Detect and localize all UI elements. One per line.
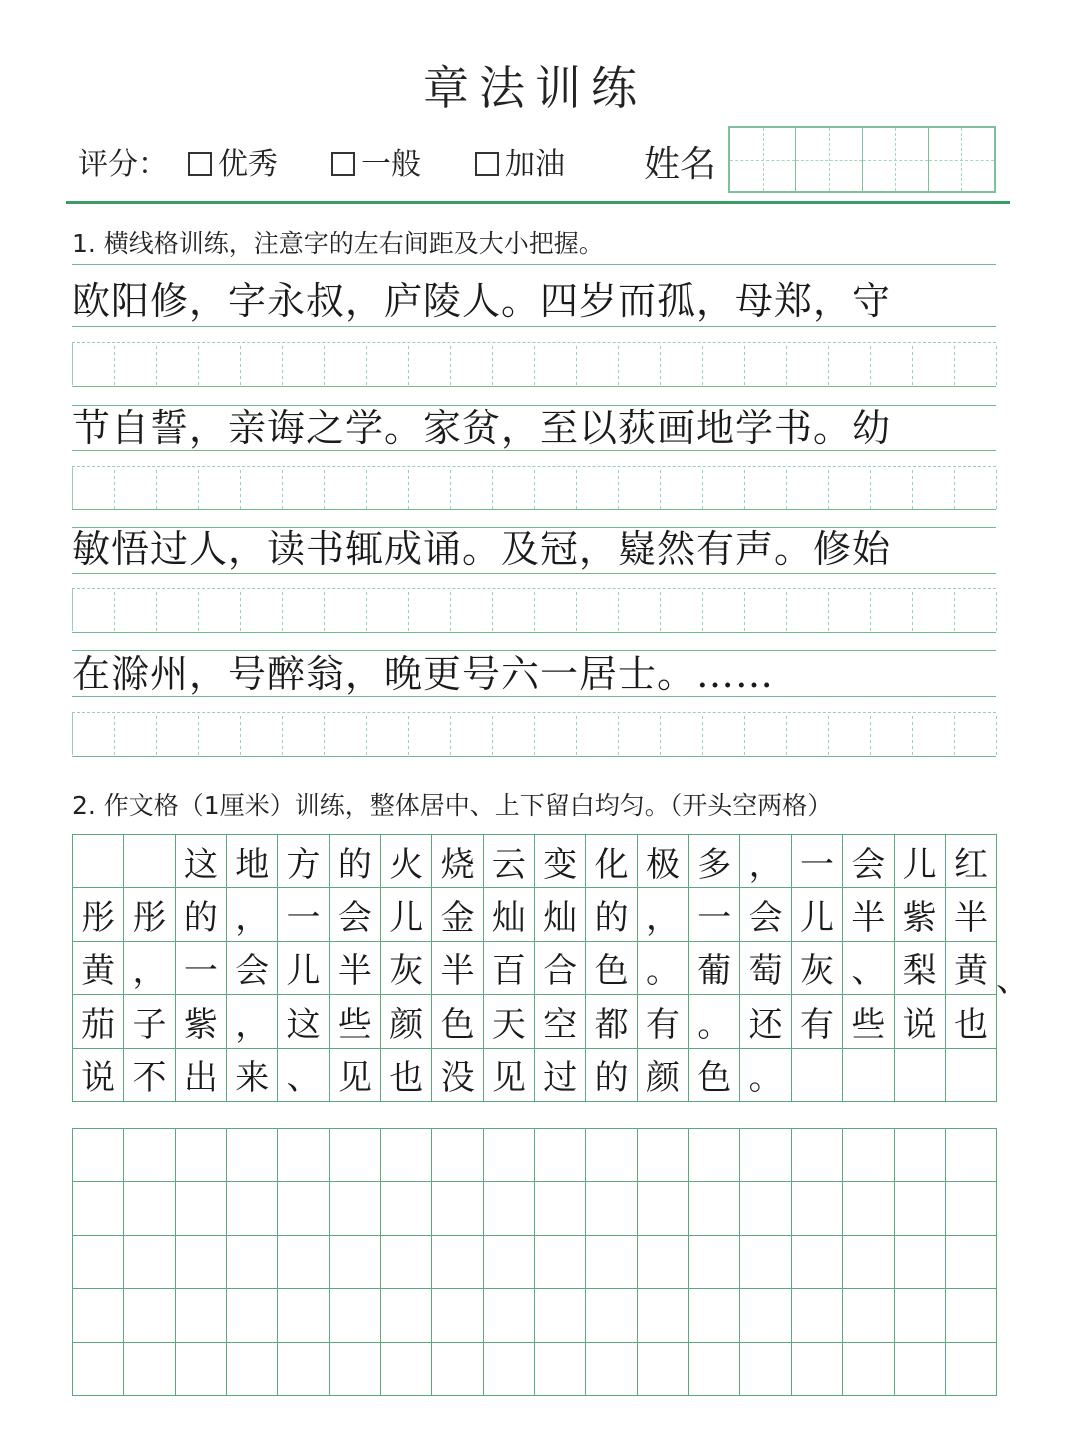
grid-cell[interactable]: 天 [483, 995, 534, 1048]
grid-cell[interactable]: 半 [432, 941, 483, 994]
grid-cell[interactable]: 色 [689, 1048, 740, 1101]
blank-grid-cell[interactable] [945, 1182, 996, 1235]
grid-row [73, 1289, 997, 1342]
section2-heading: 2. 作文格（1厘米）训练，整体居中、上下留白均匀。（开头空两格） [72, 791, 833, 820]
blank-grid-cell[interactable] [329, 1342, 380, 1395]
blank-grid-cell[interactable] [791, 1289, 842, 1342]
blank-grid-cell[interactable] [740, 1182, 791, 1235]
blank-grid-cell[interactable] [278, 1235, 329, 1288]
grid-cell[interactable]: 的 [175, 888, 226, 941]
grid-cell[interactable]: 紫 [894, 888, 945, 941]
grid-cell[interactable]: 见 [483, 1048, 534, 1101]
grid-cell[interactable]: 儿 [894, 835, 945, 888]
grid-cell[interactable]: 极 [637, 835, 688, 888]
blank-grid-cell[interactable] [843, 1342, 894, 1395]
grid-cell[interactable]: 梨 [894, 941, 945, 994]
blank-grid-cell[interactable] [586, 1342, 637, 1395]
grid-cell[interactable]: 还 [740, 995, 791, 1048]
blank-grid-cell[interactable] [175, 1182, 226, 1235]
grid-cell[interactable]: 萄 [740, 941, 791, 994]
grid-cell[interactable]: 黄 [945, 941, 996, 994]
grid-cell[interactable]: 也 [381, 1048, 432, 1101]
blank-grid-cell[interactable] [535, 1342, 586, 1395]
blank-grid-cell[interactable] [329, 1129, 380, 1182]
blank-grid-cell[interactable] [689, 1289, 740, 1342]
blank-grid-cell[interactable] [894, 1235, 945, 1288]
blank-grid-cell[interactable] [740, 1235, 791, 1288]
blank-grid-cell[interactable] [894, 1342, 945, 1395]
blank-grid-cell[interactable] [381, 1342, 432, 1395]
checkbox-excellent[interactable] [188, 152, 212, 176]
grid-cell[interactable]: 火 [381, 835, 432, 888]
blank-grid-cell[interactable] [689, 1182, 740, 1235]
grid-cell[interactable]: 儿 [381, 888, 432, 941]
grid-row [73, 1342, 997, 1395]
blank-grid-cell[interactable] [791, 1342, 842, 1395]
grid-cell[interactable]: 说 [73, 1048, 124, 1101]
grid-cell[interactable]: 这 [175, 835, 226, 888]
grid-cell[interactable]: 色 [432, 995, 483, 1048]
blank-grid-cell[interactable] [791, 1182, 842, 1235]
blank-grid-cell[interactable] [227, 1129, 278, 1182]
grid-cell[interactable]: 地 [227, 835, 278, 888]
grid-row [73, 888, 997, 941]
blank-grid-cell[interactable] [740, 1289, 791, 1342]
grid-cell[interactable]: ， [637, 888, 688, 941]
blank-grid-cell[interactable] [689, 1235, 740, 1288]
blank-grid-cell[interactable] [894, 1182, 945, 1235]
grid-row [73, 1048, 997, 1101]
blank-grid-cell[interactable] [689, 1342, 740, 1395]
blank-grid-cell[interactable] [278, 1289, 329, 1342]
blank-grid-cell[interactable] [381, 1182, 432, 1235]
grid-cell[interactable]: 灰 [791, 941, 842, 994]
blank-grid-cell[interactable] [73, 1235, 124, 1288]
horizontal-line-practice [72, 262, 996, 762]
grid-cell[interactable]: 合 [535, 941, 586, 994]
grid-cell[interactable]: 。 [689, 995, 740, 1048]
blank-grid-cell[interactable] [432, 1289, 483, 1342]
blank-grid-cell[interactable] [843, 1235, 894, 1288]
blank-grid-cell[interactable] [381, 1235, 432, 1288]
practice-text-line: 敏悟过人，读书辄成诵。及冠，嶷然有声。修始 [72, 527, 892, 571]
guide-line [72, 450, 996, 451]
blank-grid-cell[interactable] [945, 1342, 996, 1395]
grid-cell[interactable]: 的 [586, 1048, 637, 1101]
grid-cell[interactable]: ， [124, 941, 175, 994]
blank-grid-cell[interactable] [227, 1182, 278, 1235]
blank-grid-cell[interactable] [843, 1182, 894, 1235]
writing-row[interactable] [72, 467, 997, 509]
guide-line [72, 756, 996, 757]
grid-cell[interactable]: 会 [843, 835, 894, 888]
blank-grid-cell[interactable] [689, 1129, 740, 1182]
blank-grid-cell[interactable] [483, 1129, 534, 1182]
grid-row [73, 1182, 997, 1235]
grid-cell[interactable]: 儿 [791, 888, 842, 941]
blank-grid-cell[interactable] [637, 1182, 688, 1235]
blank-grid-cell[interactable] [329, 1182, 380, 1235]
blank-grid-cell[interactable] [227, 1289, 278, 1342]
blank-grid-cell[interactable] [483, 1235, 534, 1288]
grid-cell[interactable]: 半 [945, 888, 996, 941]
grid-cell[interactable]: ， [227, 995, 278, 1048]
grid-cell[interactable]: 百 [483, 941, 534, 994]
blank-grid-cell[interactable] [945, 1129, 996, 1182]
grid-cell[interactable]: 没 [432, 1048, 483, 1101]
grid-cell[interactable]: 出 [175, 1048, 226, 1101]
blank-grid-cell[interactable] [73, 1129, 124, 1182]
name-cell[interactable] [929, 128, 994, 191]
blank-grid-cell[interactable] [432, 1342, 483, 1395]
grid-cell[interactable]: 的 [586, 888, 637, 941]
blank-grid-cell[interactable] [124, 1289, 175, 1342]
grid-cell[interactable]: 都 [586, 995, 637, 1048]
blank-grid-cell[interactable] [637, 1342, 688, 1395]
grid-cell[interactable]: 茄 [73, 995, 124, 1048]
grid-cell[interactable]: 变 [535, 835, 586, 888]
blank-grid-cell[interactable] [432, 1129, 483, 1182]
grid-cell[interactable]: 色 [586, 941, 637, 994]
guide-line [72, 264, 996, 265]
grid-cell[interactable]: 儿 [278, 941, 329, 994]
blank-grid-cell[interactable] [586, 1289, 637, 1342]
practice-text-line: 在滁州，号醉翁，晚更号六一居士。…… [72, 652, 775, 696]
grid-cell[interactable]: 说 [894, 995, 945, 1048]
blank-grid-cell[interactable] [843, 1129, 894, 1182]
grid-cell[interactable]: 方 [278, 835, 329, 888]
blank-grid-cell[interactable] [791, 1129, 842, 1182]
grid-cell[interactable]: ， [227, 888, 278, 941]
rating-label: 评分： [78, 147, 168, 182]
grid-cell[interactable] [124, 835, 175, 888]
grid-cell[interactable]: 一 [689, 888, 740, 941]
blank-grid-cell[interactable] [791, 1235, 842, 1288]
guide-line [72, 696, 996, 697]
option-label-average: 一般 [361, 147, 421, 182]
guide-line [72, 573, 996, 574]
blank-grid-cell[interactable] [894, 1289, 945, 1342]
blank-grid-cell[interactable] [586, 1182, 637, 1235]
blank-grid-cell[interactable] [483, 1182, 534, 1235]
grid-row [73, 995, 997, 1048]
blank-grid-cell[interactable] [124, 1129, 175, 1182]
blank-grid-cell[interactable] [227, 1342, 278, 1395]
grid-cell[interactable]: 紫 [175, 995, 226, 1048]
grid-cell[interactable]: 过 [535, 1048, 586, 1101]
blank-grid-cell[interactable] [278, 1342, 329, 1395]
grid-cell[interactable]: 些 [329, 995, 380, 1048]
grid-cell[interactable]: 一 [175, 941, 226, 994]
grid-cell[interactable]: 化 [586, 835, 637, 888]
grid-cell[interactable]: 颜 [381, 995, 432, 1048]
blank-grid-cell[interactable] [945, 1235, 996, 1288]
writing-row[interactable] [72, 713, 997, 755]
header-divider [66, 201, 1010, 204]
grid-cell[interactable] [73, 835, 124, 888]
grid-cell[interactable]: 彤 [73, 888, 124, 941]
blank-grid-cell[interactable] [329, 1289, 380, 1342]
grid-cell[interactable]: 、 [843, 941, 894, 994]
grid-cell[interactable]: 一 [278, 888, 329, 941]
blank-grid-cell[interactable] [637, 1235, 688, 1288]
writing-row[interactable] [72, 343, 997, 385]
grid-cell[interactable]: 。 [637, 941, 688, 994]
grid-cell[interactable]: 不 [124, 1048, 175, 1101]
practice-text-line: 欧阳修，字永叔，庐陵人。四岁而孤，母郑，守 [72, 279, 892, 323]
option-label-keep-going: 加油 [505, 147, 565, 182]
grid-cell[interactable] [894, 1048, 945, 1101]
grid-cell[interactable]: 彤 [124, 888, 175, 941]
blank-grid-cell[interactable] [740, 1129, 791, 1182]
blank-grid-cell[interactable] [175, 1342, 226, 1395]
blank-grid-cell[interactable] [73, 1182, 124, 1235]
grid-cell[interactable]: 、 [278, 1048, 329, 1101]
guide-line [72, 386, 996, 387]
blank-grid-cell[interactable] [329, 1235, 380, 1288]
guide-line [72, 326, 996, 327]
grid-row [73, 1129, 997, 1182]
blank-grid-cell[interactable] [740, 1342, 791, 1395]
grid-cell[interactable]: 会 [329, 888, 380, 941]
grid-cell[interactable]: 多 [689, 835, 740, 888]
grid-cell[interactable]: 葡 [689, 941, 740, 994]
grid-cell[interactable]: 灿 [535, 888, 586, 941]
blank-grid-cell[interactable] [945, 1289, 996, 1342]
grid-cell[interactable]: 有 [791, 995, 842, 1048]
grid-cell[interactable] [945, 1048, 996, 1101]
guide-line [72, 632, 996, 633]
grid-cell[interactable]: 有 [637, 995, 688, 1048]
option-label-excellent: 优秀 [218, 147, 278, 182]
grid-cell[interactable] [843, 1048, 894, 1101]
composition-grid [72, 834, 997, 1102]
blank-grid-cell[interactable] [73, 1342, 124, 1395]
name-input-grid[interactable] [728, 126, 996, 193]
blank-grid-cell[interactable] [381, 1289, 432, 1342]
grid-cell[interactable]: 颜 [637, 1048, 688, 1101]
name-cell[interactable] [730, 128, 796, 191]
grid-cell[interactable]: 灿 [483, 888, 534, 941]
grid-cell[interactable]: 的 [329, 835, 380, 888]
grid-cell[interactable]: 金 [432, 888, 483, 941]
grid-cell[interactable]: 黄 [73, 941, 124, 994]
name-label: 姓名 [644, 144, 717, 185]
blank-grid-cell[interactable] [124, 1182, 175, 1235]
blank-grid-cell[interactable] [894, 1129, 945, 1182]
blank-grid-cell[interactable] [278, 1182, 329, 1235]
grid-cell[interactable]: 一 [791, 835, 842, 888]
blank-grid-cell[interactable] [483, 1289, 534, 1342]
guide-line [72, 509, 996, 510]
grid-cell[interactable]: 来 [227, 1048, 278, 1101]
blank-grid-cell[interactable] [124, 1235, 175, 1288]
grid-cell[interactable] [791, 1048, 842, 1101]
grid-cell[interactable]: 红 [945, 835, 996, 888]
blank-grid-cell[interactable] [432, 1182, 483, 1235]
grid-cell[interactable]: 些 [843, 995, 894, 1048]
blank-grid-cell[interactable] [432, 1235, 483, 1288]
grid-cell[interactable]: 灰 [381, 941, 432, 994]
blank-grid-cell[interactable] [278, 1129, 329, 1182]
practice-text-line: 节自誓，亲诲之学。家贫，至以荻画地学书。幼 [72, 406, 892, 450]
blank-grid-cell[interactable] [637, 1289, 688, 1342]
blank-grid-cell[interactable] [124, 1342, 175, 1395]
overflow-punctuation: 、 [996, 960, 1030, 1000]
section1-heading: 1. 横线格训练，注意字的左右间距及大小把握。 [72, 229, 604, 258]
blank-grid-cell[interactable] [175, 1289, 226, 1342]
blank-grid-cell[interactable] [843, 1289, 894, 1342]
grid-cell[interactable]: 也 [945, 995, 996, 1048]
blank-grid-cell[interactable] [535, 1182, 586, 1235]
blank-grid-cell[interactable] [381, 1129, 432, 1182]
grid-cell[interactable]: 会 [227, 941, 278, 994]
blank-grid-cell[interactable] [227, 1235, 278, 1288]
blank-practice-grid [72, 1128, 997, 1396]
grid-cell[interactable]: 这 [278, 995, 329, 1048]
blank-grid-cell[interactable] [535, 1235, 586, 1288]
checkbox-keep-going[interactable] [475, 152, 499, 176]
checkbox-average[interactable] [331, 152, 355, 176]
grid-cell[interactable]: 半 [843, 888, 894, 941]
blank-grid-cell[interactable] [586, 1235, 637, 1288]
grid-cell[interactable]: 半 [329, 941, 380, 994]
grid-cell[interactable]: 。 [740, 1048, 791, 1101]
grid-cell[interactable]: ， [740, 835, 791, 888]
blank-grid-cell[interactable] [483, 1342, 534, 1395]
blank-grid-cell[interactable] [73, 1289, 124, 1342]
grid-row [73, 941, 997, 994]
grid-cell[interactable]: 会 [740, 888, 791, 941]
grid-cell[interactable]: 云 [483, 835, 534, 888]
writing-row[interactable] [72, 589, 997, 631]
blank-grid-cell[interactable] [586, 1129, 637, 1182]
name-cell[interactable] [863, 128, 929, 191]
grid-row [73, 1235, 997, 1288]
grid-cell[interactable]: 空 [535, 995, 586, 1048]
name-cell[interactable] [796, 128, 862, 191]
blank-grid-cell[interactable] [535, 1289, 586, 1342]
blank-grid-cell[interactable] [175, 1129, 226, 1182]
grid-cell[interactable]: 子 [124, 995, 175, 1048]
grid-row [73, 835, 997, 888]
blank-grid-cell[interactable] [535, 1129, 586, 1182]
page-title: 章法训练 [423, 61, 647, 115]
blank-grid-cell[interactable] [175, 1235, 226, 1288]
grid-cell[interactable]: 烧 [432, 835, 483, 888]
grid-cell[interactable]: 见 [329, 1048, 380, 1101]
blank-grid-cell[interactable] [637, 1129, 688, 1182]
